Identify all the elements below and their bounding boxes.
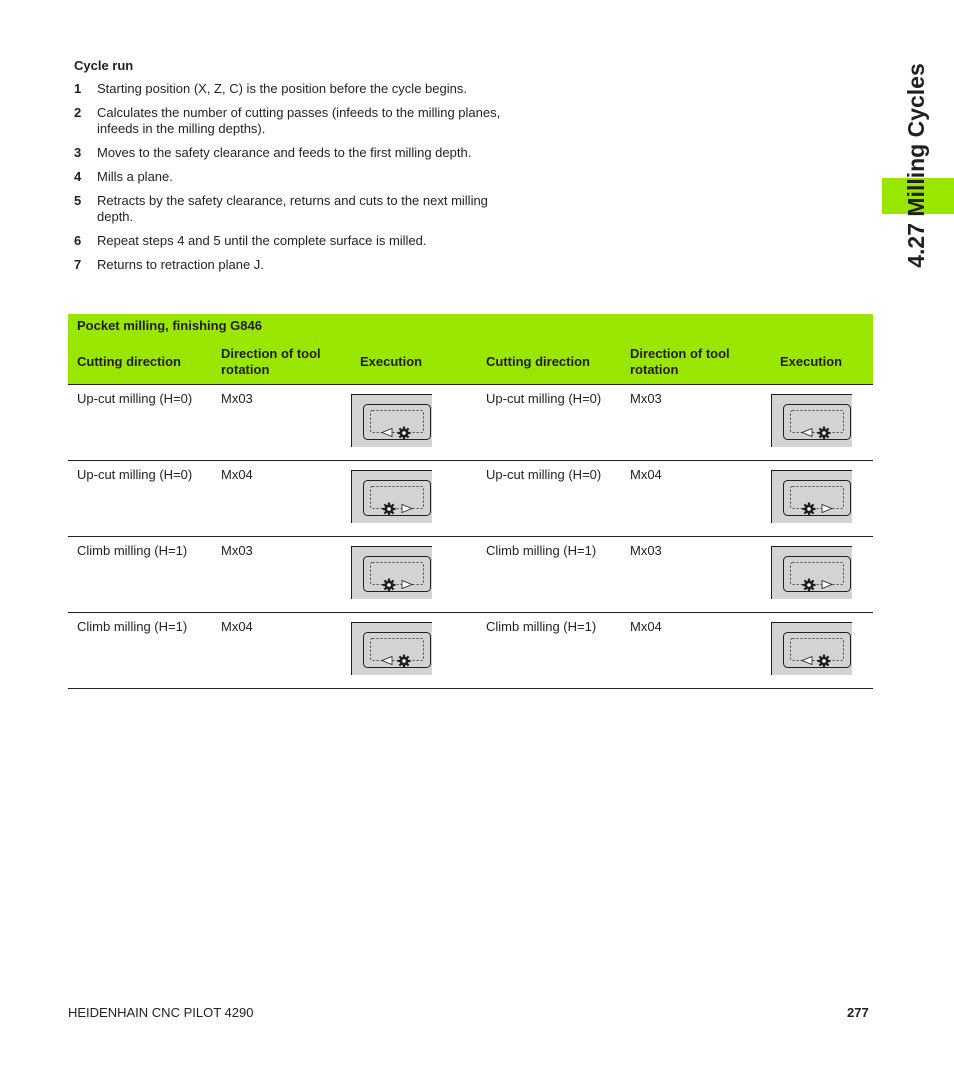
column-header: Direction of tool rotation: [621, 340, 771, 385]
cutting-direction-cell: Climb milling (H=1): [477, 537, 621, 613]
list-item: [74, 81, 514, 97]
step-number: 5: [74, 193, 82, 208]
milling-tool-icon: [383, 579, 396, 592]
milling-tool-icon: [398, 427, 411, 440]
step-text: Retracts by the safety clearance, returns and cuts to the next milling depth.: [97, 193, 488, 224]
table-row: [68, 461, 873, 537]
execution-cell: [771, 385, 873, 461]
cutting-direction-cell: Up-cut milling (H=0): [477, 385, 621, 461]
footer-product-name: HEIDENHAIN CNC PILOT 4290: [68, 1005, 254, 1020]
cutting-direction-cell: Up-cut milling (H=0): [477, 461, 621, 537]
step-text: Calculates the number of cutting passes (infeeds to the milling planes, infeeds in the milling depths).: [97, 105, 501, 136]
execution-diagram: [771, 470, 852, 523]
list-item: [74, 145, 514, 161]
pocket-frame: [364, 557, 431, 592]
pocket-frame: [364, 633, 431, 668]
table-caption: Pocket milling, finishing G846: [68, 314, 873, 340]
step-text: Repeat steps 4 and 5 until the complete surface is milled.: [97, 233, 427, 248]
tool-rotation-cell: Mx03: [621, 385, 771, 461]
milling-tool-icon: [803, 503, 816, 516]
step-text: Returns to retraction plane J.: [97, 257, 264, 272]
tool-rotation-cell: Mx03: [621, 537, 771, 613]
execution-cell: [771, 461, 873, 537]
execution-diagram: [351, 622, 432, 675]
step-number: 6: [74, 233, 82, 248]
step-number: 7: [74, 257, 82, 272]
cutting-direction-cell: Climb milling (H=1): [68, 613, 212, 689]
pocket-frame: [784, 481, 851, 516]
list-item: [74, 169, 514, 185]
cutting-direction-cell: Up-cut milling (H=0): [68, 461, 212, 537]
tool-rotation-cell: Mx04: [621, 613, 771, 689]
pocket-frame: [784, 405, 851, 440]
step-number: 4: [74, 169, 82, 184]
column-header: Direction of tool rotation: [212, 340, 351, 385]
pocket-milling-table: [68, 314, 873, 689]
table-row: [68, 613, 873, 689]
execution-diagram: [771, 394, 852, 447]
column-header: Execution: [771, 340, 873, 385]
cutting-direction-cell: Climb milling (H=1): [477, 613, 621, 689]
execution-cell: [351, 613, 477, 689]
step-text: Moves to the safety clearance and feeds to the first milling depth.: [97, 145, 472, 160]
section-title: Cycle run: [74, 58, 134, 73]
column-header: Cutting direction: [68, 340, 212, 385]
table-caption-row: [68, 314, 873, 340]
list-item: [74, 233, 514, 249]
chapter-side-heading-text: 4.27 Milling Cycles: [902, 62, 929, 268]
execution-diagram: [351, 394, 432, 447]
list-item: [74, 105, 514, 137]
tool-rotation-cell: Mx03: [212, 537, 351, 613]
cycle-steps-list: [74, 81, 514, 281]
execution-cell: [771, 537, 873, 613]
execution-cell: [351, 385, 477, 461]
step-number: 3: [74, 145, 82, 160]
execution-cell: [771, 613, 873, 689]
column-header: Execution: [351, 340, 477, 385]
pocket-frame: [364, 405, 431, 440]
execution-cell: [351, 461, 477, 537]
execution-cell: [351, 537, 477, 613]
chapter-side-heading: [896, 50, 936, 280]
list-item: [74, 257, 514, 273]
execution-diagram: [771, 622, 852, 675]
execution-diagram: [351, 546, 432, 599]
execution-diagram: [351, 470, 432, 523]
milling-tool-icon: [383, 503, 396, 516]
page-number: 277: [847, 1005, 869, 1020]
step-number: 2: [74, 105, 82, 120]
tool-rotation-cell: Mx04: [621, 461, 771, 537]
execution-diagram: [771, 546, 852, 599]
pocket-frame: [784, 633, 851, 668]
column-header: Cutting direction: [477, 340, 621, 385]
cutting-direction-cell: Up-cut milling (H=0): [68, 385, 212, 461]
cutting-direction-cell: Climb milling (H=1): [68, 537, 212, 613]
table-row: [68, 385, 873, 461]
step-text: Starting position (X, Z, C) is the position before the cycle begins.: [97, 81, 467, 96]
step-text: Mills a plane.: [97, 169, 173, 184]
tool-rotation-cell: Mx04: [212, 461, 351, 537]
list-item: [74, 193, 514, 225]
milling-tool-icon: [398, 655, 411, 668]
milling-tool-icon: [818, 655, 831, 668]
pocket-frame: [784, 557, 851, 592]
step-number: 1: [74, 81, 82, 96]
milling-tool-icon: [818, 427, 831, 440]
table-row: [68, 537, 873, 613]
pocket-frame: [364, 481, 431, 516]
tool-rotation-cell: Mx03: [212, 385, 351, 461]
tool-rotation-cell: Mx04: [212, 613, 351, 689]
milling-tool-icon: [803, 579, 816, 592]
table-header-row: [68, 340, 873, 385]
